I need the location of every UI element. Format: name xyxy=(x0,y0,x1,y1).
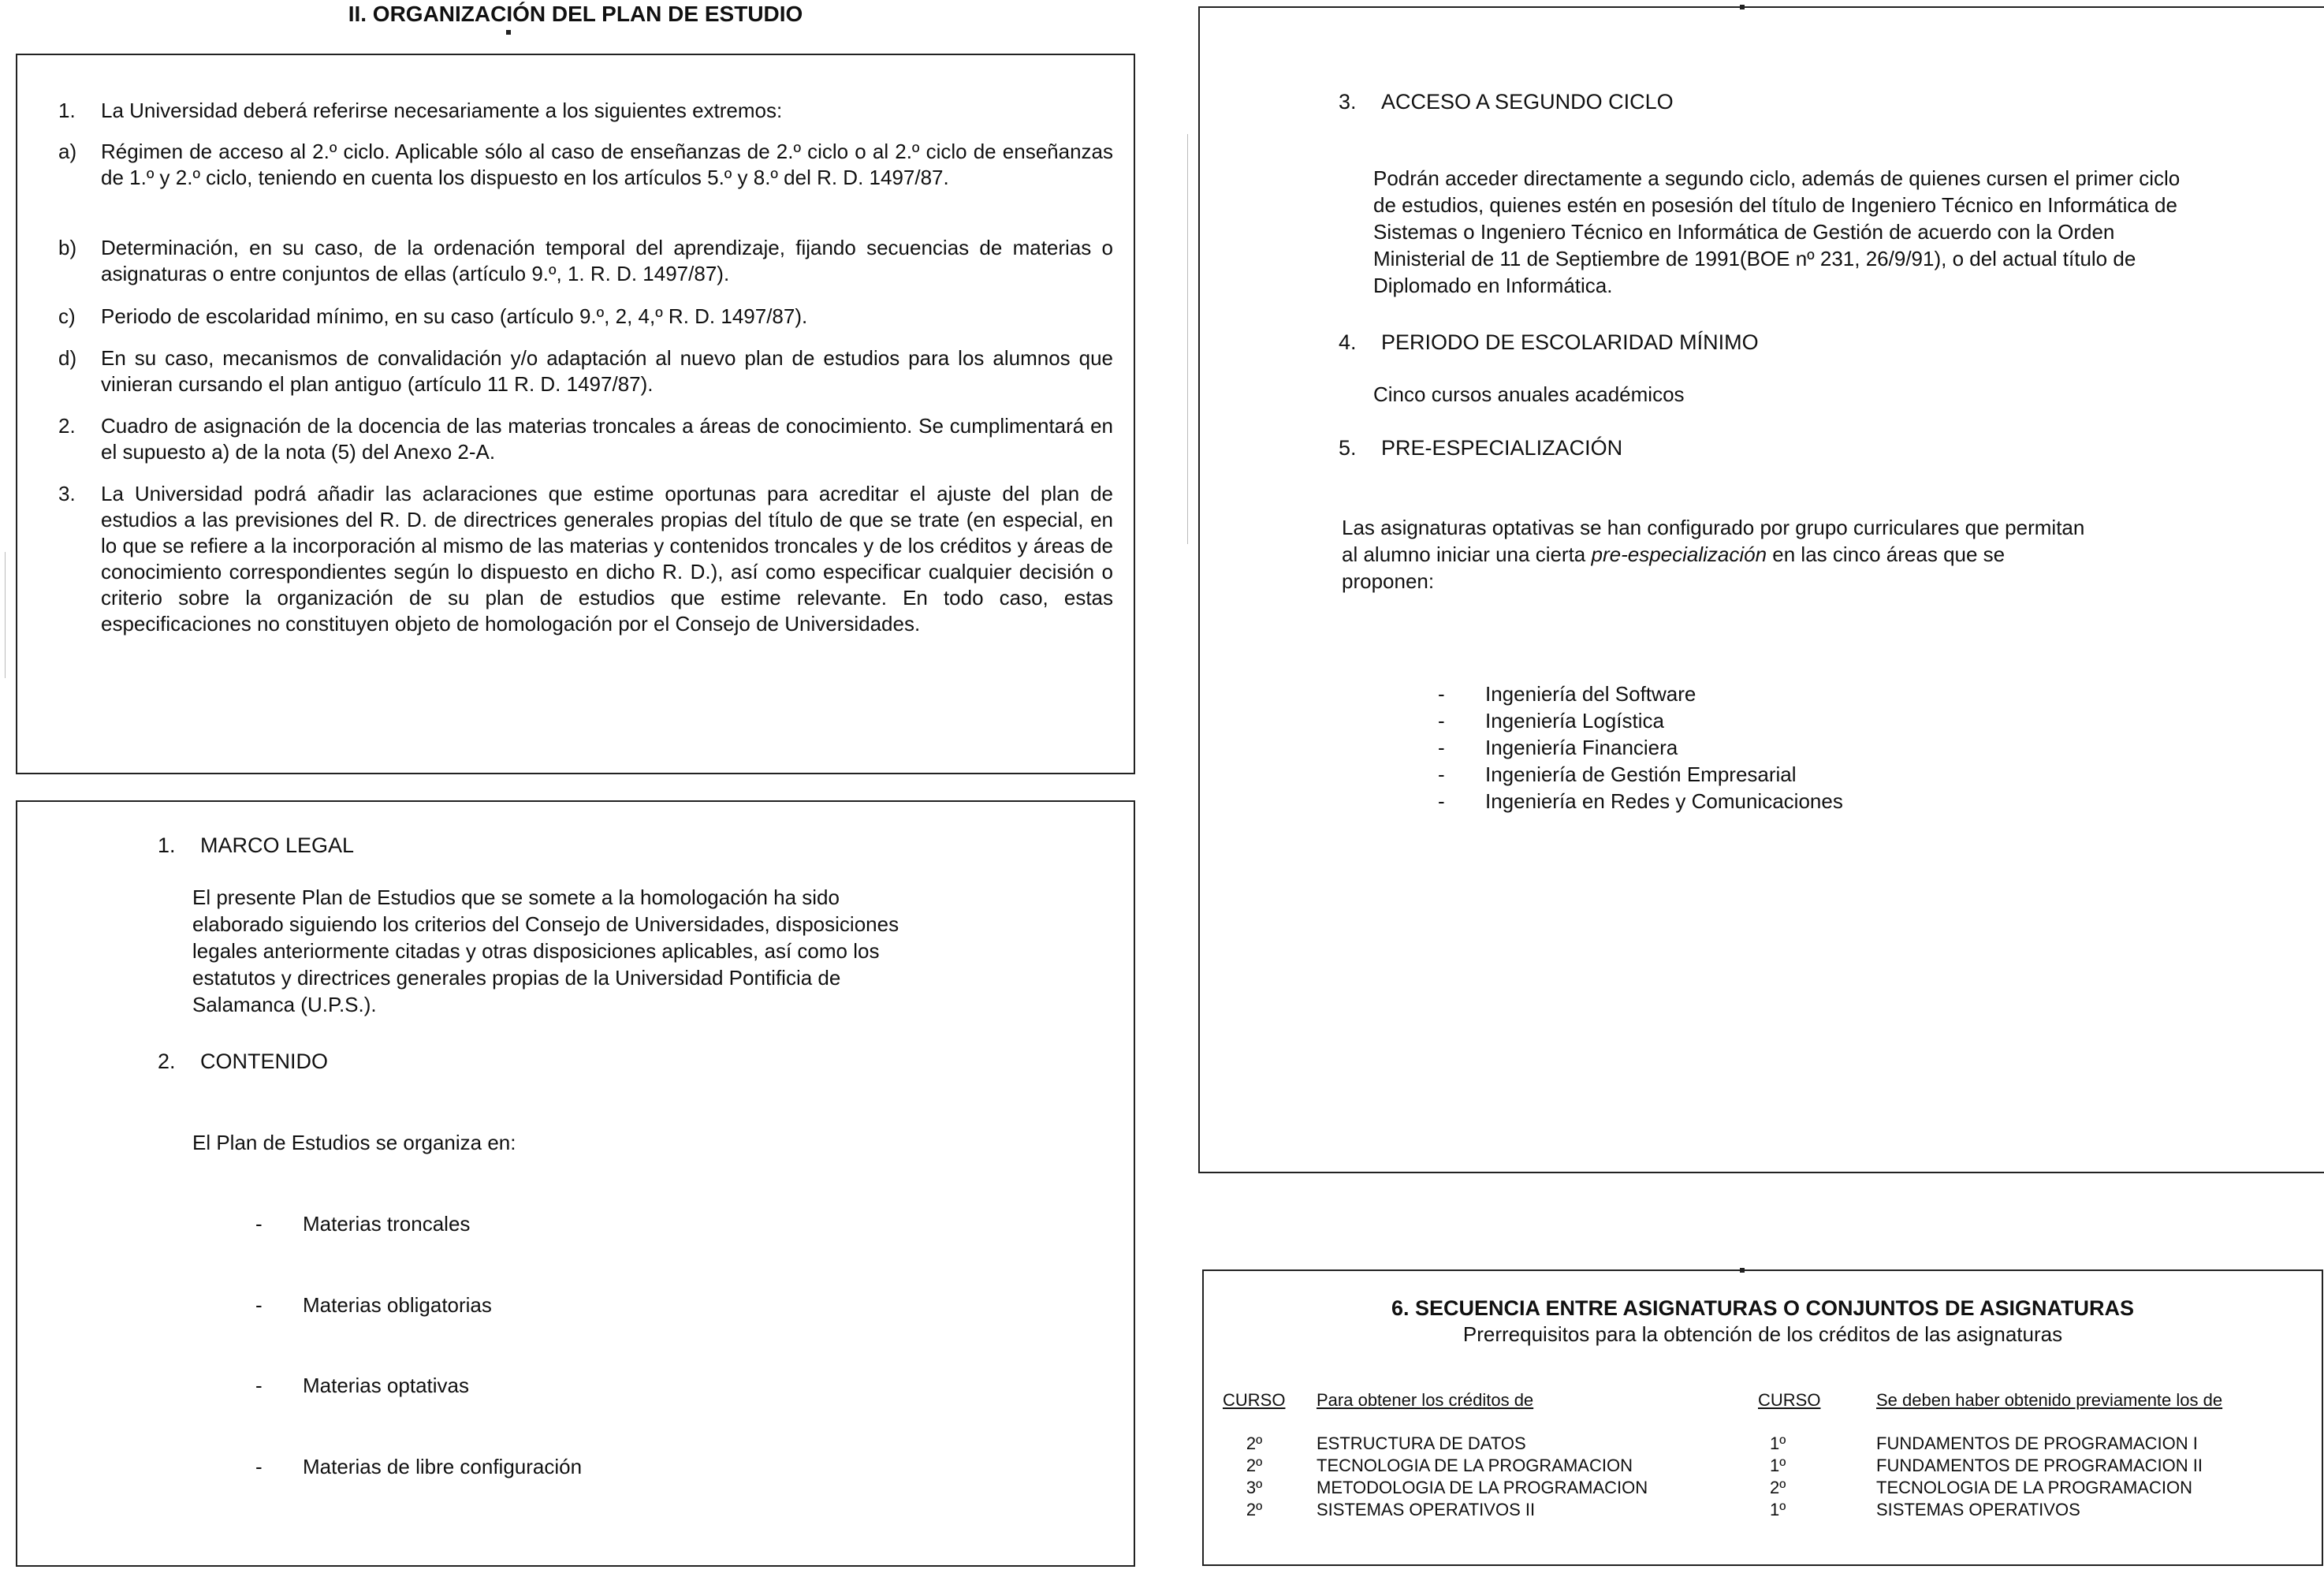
instruction-1 xyxy=(58,98,1113,124)
paragraph-line: Las asignaturas optativas se han configurado por grupo curriculares que permitan xyxy=(1342,516,2085,539)
marco-legal-box xyxy=(16,800,1135,1567)
list-item-text: Materias de libre configuración xyxy=(303,1455,583,1478)
secuencia-box xyxy=(1202,1269,2323,1566)
paragraph-line: Ministerial de 11 de Septiembre de 1991(BOE nº 231, 26/9/91), o del actual título de xyxy=(1373,247,2136,270)
list-item xyxy=(255,1453,582,1480)
instruction-b xyxy=(58,235,1113,287)
table-cell: TECNOLOGIA DE LA PROGRAMACION xyxy=(1317,1456,1633,1475)
instruction-d xyxy=(58,345,1113,397)
instructions-box xyxy=(16,54,1135,774)
item-mark: 1. xyxy=(58,99,76,122)
paragraph-line: proponen: xyxy=(1342,569,1435,593)
column-header: CURSO xyxy=(1758,1390,1821,1410)
table-cell: 1º xyxy=(1770,1500,1786,1519)
table-cell: FUNDAMENTOS DE PROGRAMACION II xyxy=(1876,1456,2203,1475)
acceso-box xyxy=(1198,6,2324,1173)
item-mark: 3. xyxy=(58,482,76,505)
dash-bullet: - xyxy=(255,1212,263,1236)
table-cell: 2º xyxy=(1246,1456,1263,1475)
item-mark: c) xyxy=(58,304,76,328)
list-item xyxy=(1438,788,1843,815)
list-item xyxy=(255,1210,470,1237)
instruction-a xyxy=(58,139,1113,191)
column-header: Para obtener los créditos de xyxy=(1317,1390,1534,1410)
table-title: 6. SECUENCIA ENTRE ASIGNATURAS O CONJUNTOS DE ASIGNATURAS xyxy=(1391,1296,2135,1320)
table-cell: 1º xyxy=(1770,1433,1786,1453)
dash-bullet: - xyxy=(1438,789,1445,813)
title-mark xyxy=(506,30,511,35)
item-text: Régimen de acceso al 2.º ciclo. Aplicable sólo al caso de enseñanzas de 2.º ciclo o al 2.º ciclo de enseñanzas de 1.º y 2.º ciclo, teniendo en cuenta los dispuesto en los artículos 5.º y 8.º del R. D. 1497/87. xyxy=(101,140,1113,189)
item-mark: a) xyxy=(58,140,77,163)
section-number: 2. xyxy=(158,1049,176,1073)
table-cell: 2º xyxy=(1246,1433,1263,1453)
section-heading: MARCO LEGAL xyxy=(200,833,355,857)
table-subtitle: Prerrequisitos para la obtención de los créditos de las asignaturas xyxy=(1462,1322,2063,1346)
item-mark: d) xyxy=(58,346,77,370)
list-item-text: Ingeniería del Software xyxy=(1485,682,1696,706)
item-text: En su caso, mecanismos de convalidación y/o adaptación al nuevo plan de estudios para los alumnos que vinieran cursando el plan antiguo (artículo 11 R. D. 1497/87). xyxy=(101,346,1113,396)
list-item xyxy=(255,1292,492,1318)
paragraph-line: Salamanca (U.P.S.). xyxy=(192,993,377,1016)
paragraph-line: elaborado siguiendo los criterios del Consejo de Universidades, disposiciones xyxy=(192,912,899,936)
list-item-text: Ingeniería Financiera xyxy=(1485,736,1678,759)
item-text: La Universidad deberá referirse necesariamente a los siguientes extremos: xyxy=(101,99,783,122)
dash-bullet: - xyxy=(1438,682,1445,706)
paragraph-line: Podrán acceder directamente a segundo ciclo, además de quienes cursen el primer ciclo xyxy=(1373,166,2181,190)
list-item-text: Ingeniería de Gestión Empresarial xyxy=(1485,762,1797,786)
dash-bullet: - xyxy=(255,1455,263,1478)
paragraph-line: Cinco cursos anuales académicos xyxy=(1373,382,1685,406)
dash-bullet: - xyxy=(1438,736,1445,759)
item-text: Determinación, en su caso, de la ordenación temporal del aprendizaje, fijando secuencias de materias o asignaturas o entre conjuntos de ellas (artículo 9.º, 1. R. D. 1497/87). xyxy=(101,236,1113,285)
section-number: 4. xyxy=(1339,330,1357,354)
text-span: en las cinco áreas que se xyxy=(1767,542,2006,566)
list-item-text: Ingeniería Logística xyxy=(1485,709,1664,733)
instruction-3 xyxy=(58,481,1113,637)
list-item-text: Materias troncales xyxy=(303,1212,471,1236)
section-heading: CONTENIDO xyxy=(200,1049,328,1073)
paragraph-line xyxy=(1342,542,2005,568)
section-number: 1. xyxy=(158,833,176,857)
dash-bullet: - xyxy=(255,1293,263,1317)
dash-bullet: - xyxy=(1438,762,1445,786)
table-cell: 2º xyxy=(1246,1500,1263,1519)
column-header: CURSO xyxy=(1223,1390,1286,1410)
paragraph-line: legales anteriormente citadas y otras disposiciones aplicables, así como los xyxy=(192,939,880,963)
list-item xyxy=(1438,707,1664,734)
table-cell: TECNOLOGIA DE LA PROGRAMACION xyxy=(1876,1478,2192,1497)
box-mark xyxy=(1740,5,1745,9)
box-mark xyxy=(1740,1268,1745,1273)
table-cell: ESTRUCTURA DE DATOS xyxy=(1317,1433,1526,1453)
emphasis-text: pre-especialización xyxy=(1591,542,1767,566)
list-item-text: Materias optativas xyxy=(303,1374,469,1397)
table-cell: FUNDAMENTOS DE PROGRAMACION I xyxy=(1876,1433,2198,1453)
text-span: al alumno iniciar una cierta xyxy=(1342,542,1592,566)
section-heading: PERIODO DE ESCOLARIDAD MÍNIMO xyxy=(1381,330,1759,354)
list-item xyxy=(255,1372,469,1399)
item-mark: 2. xyxy=(58,414,76,438)
item-text: La Universidad podrá añadir las aclaraciones que estime oportunas para acreditar el ajuste del plan de estudios a las previsiones del R. D. de directrices generales propias del título de que se trate (en especial, en lo que se refiere a la incorporación al mismo de las materias y contenidos troncales y de los créditos y áreas de conocimiento correspondientes según lo dispuesto en dicho R. D.), así como especificar cualquier decisión o criterio sobre la organización de su plan de estudios que estime relevante. En todo caso, estas especificaciones no constituyen objeto de homologación por el Consejo de Universidades. xyxy=(101,482,1113,636)
section-number: 5. xyxy=(1339,436,1357,460)
item-mark: b) xyxy=(58,236,77,259)
list-item xyxy=(1438,761,1797,788)
paragraph-line: Diplomado en Informática. xyxy=(1373,274,1613,297)
list-item xyxy=(1438,734,1678,761)
list-item-text: Ingeniería en Redes y Comunicaciones xyxy=(1485,789,1843,813)
instruction-c xyxy=(58,304,1113,330)
scan-line xyxy=(5,552,6,678)
list-item-text: Materias obligatorias xyxy=(303,1293,492,1317)
table-cell: 1º xyxy=(1770,1456,1786,1475)
paragraph-line: estatutos y directrices generales propias de la Universidad Pontificia de xyxy=(192,966,841,990)
column-header: Se deben haber obtenido previamente los de xyxy=(1876,1390,2223,1410)
section-number: 3. xyxy=(1339,90,1357,114)
section-heading: ACCESO A SEGUNDO CICLO xyxy=(1381,90,1674,114)
table-cell: METODOLOGIA DE LA PROGRAMACION xyxy=(1317,1478,1648,1497)
table-cell: SISTEMAS OPERATIVOS xyxy=(1876,1500,2080,1519)
item-text: Cuadro de asignación de la docencia de las materias troncales a áreas de conocimiento. Se cumplimentará en el supuesto a) de la nota (5) del Anexo 2-A. xyxy=(101,414,1113,464)
paragraph-line: El presente Plan de Estudios que se somete a la homologación ha sido xyxy=(192,885,840,909)
paragraph-line: Sistemas o Ingeniero Técnico en Informática de Gestión de acuerdo con la Orden xyxy=(1373,220,2115,244)
scan-line xyxy=(1187,134,1188,544)
item-text: Periodo de escolaridad mínimo, en su caso (artículo 9.º, 2, 4,º R. D. 1497/87). xyxy=(101,304,808,328)
list-item xyxy=(1438,680,1696,707)
dash-bullet: - xyxy=(1438,709,1445,733)
table-cell: SISTEMAS OPERATIVOS II xyxy=(1317,1500,1536,1519)
table-cell: 2º xyxy=(1770,1478,1786,1497)
instruction-2 xyxy=(58,413,1113,465)
section-heading: PRE-ESPECIALIZACIÓN xyxy=(1381,436,1623,460)
table-cell: 3º xyxy=(1246,1478,1263,1497)
dash-bullet: - xyxy=(255,1374,263,1397)
page-title: II. ORGANIZACIÓN DEL PLAN DE ESTUDIO xyxy=(348,2,803,26)
paragraph-line: de estudios, quienes estén en posesión del título de Ingeniero Técnico en Informática de xyxy=(1373,193,2177,217)
paragraph-line: El Plan de Estudios se organiza en: xyxy=(192,1131,516,1154)
